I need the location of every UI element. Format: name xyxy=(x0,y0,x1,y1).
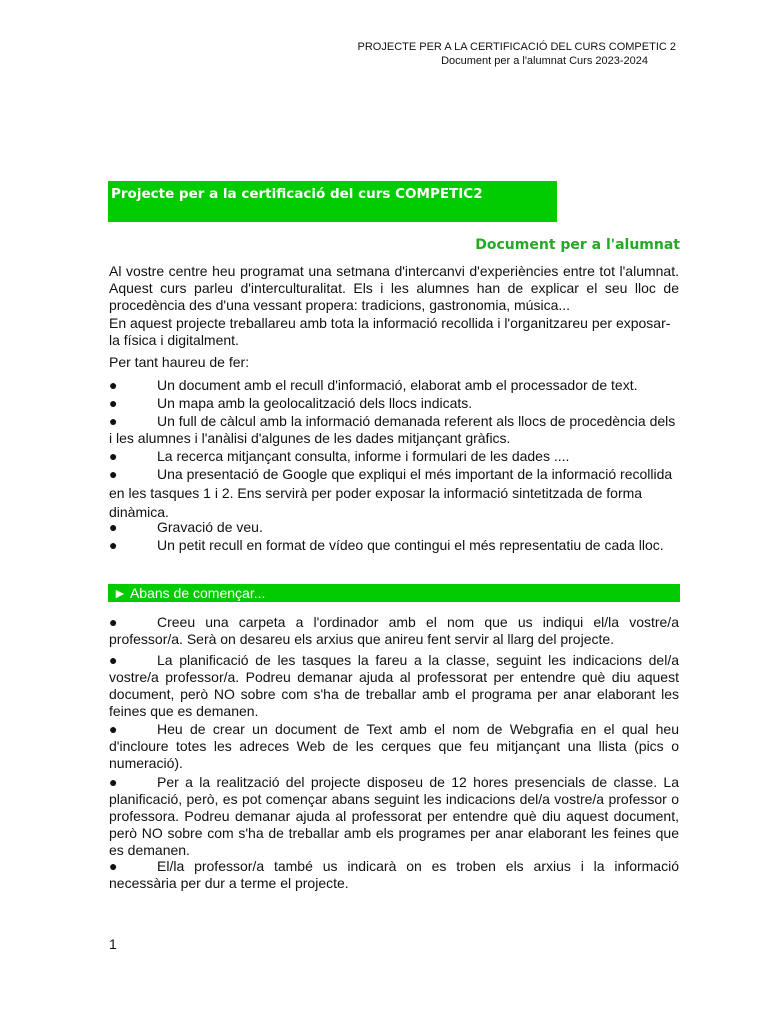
bullet-icon: ● xyxy=(109,614,118,630)
list-item xyxy=(109,377,679,394)
list-item xyxy=(109,537,679,554)
bullet-icon: ● xyxy=(109,377,118,393)
intro-paragraph-3: Per tant haureu de fer: xyxy=(109,354,250,370)
list-item xyxy=(109,614,679,648)
header-line-1: PROJECTE PER A LA CERTIFICACIÓ DEL CURS COMPETIC 2 xyxy=(357,41,676,53)
list-item-text: Creeu una carpeta a l'ordinador amb el nom que us indiqui el/la vostre/a professor/a. Serà on desareu els arxius que anireu fent servir al llarg del projecte. xyxy=(109,614,679,647)
bullet-icon: ● xyxy=(109,448,118,464)
list-item-text: La recerca mitjançant consulta, informe i formulari de les dades .... xyxy=(157,448,570,464)
list-item xyxy=(109,395,679,412)
list-item-text: Una presentació de Google que expliqui el més important de la informació recollida en les tasques 1 i 2. Ens servirà per poder exposar la informació sintetitzada de forma dinàmica. xyxy=(109,466,673,520)
list-item-text: Un mapa amb la geolocalització dels llocs indicats. xyxy=(157,395,473,411)
list-item xyxy=(109,858,679,892)
list-item xyxy=(109,448,679,465)
bullet-icon: ● xyxy=(109,519,118,535)
header-line-2: Document per a l'alumnat Curs 2023-2024 xyxy=(441,55,648,67)
bullet-icon: ● xyxy=(109,858,118,874)
bullet-icon: ● xyxy=(109,537,118,553)
list-item xyxy=(109,519,679,536)
list-item xyxy=(109,652,679,720)
list-item xyxy=(109,465,679,522)
section-heading-bar xyxy=(108,584,680,602)
bullet-icon: ● xyxy=(109,395,118,411)
title-banner xyxy=(108,181,557,222)
list-item-text: Gravació de veu. xyxy=(157,519,263,535)
list-item-text: Un full de càlcul amb la informació demanada referent als llocs de procedència dels i les alumnes i l'anàlisi d'algunes de les dades mitjançant gràfics. xyxy=(109,413,676,446)
intro-paragraph-2: En aquest projecte treballareu amb tota la informació recollida i l'organitzareu per exposar-la física i digitalment. xyxy=(109,315,671,348)
list-item-text: El/la professor/a també us indicarà on es troben els arxius i la informació necessària per dur a terme el projecte. xyxy=(109,858,679,891)
page-number: 1 xyxy=(109,936,117,952)
list-item-text: Un document amb el recull d'informació, elaborat amb el processador de text. xyxy=(157,377,638,393)
document-subtitle: Document per a l'alumnat xyxy=(475,237,680,253)
bullet-icon: ● xyxy=(109,413,118,429)
bullet-icon: ● xyxy=(109,466,118,482)
list-item-text: La planificació de les tasques la fareu a la classe, seguint les indicacions del/a vostre/a professor/a. Podreu demanar ajuda al professorat per entendre què diu aquest document, però NO sobre com s'ha de treballar amb el programa per anar elaborant les feines que es demanen. xyxy=(109,652,679,719)
list-item-text: Un petit recull en format de vídeo que contingui el més representatiu de cada lloc. xyxy=(157,537,664,553)
section-heading: ► Abans de començar... xyxy=(113,585,266,601)
document-title: Projecte per a la certificació del curs COMPETIC2 xyxy=(111,186,483,202)
list-item-text: Per a la realització del projecte disposeu de 12 hores presencials de classe. La planificació, però, es pot començar abans seguint les indicacions del/a vostre/a professor o professora. Podreu demanar ajuda al professorat per entendre què diu aquest document, però NO sobre com s'ha de treballar amb els programes per anar elaborant les feines que es demanen. xyxy=(109,774,679,858)
list-item xyxy=(109,774,679,859)
bullet-icon: ● xyxy=(109,774,118,790)
list-item xyxy=(109,413,679,447)
list-item-text: Heu de crear un document de Text amb el nom de Webgrafia en el qual heu d'incloure totes les adreces Web de les cerques que feu mitjançant una llista (pics o numeració). xyxy=(109,721,679,771)
bullet-icon: ● xyxy=(109,652,118,668)
bullet-icon: ● xyxy=(109,721,118,737)
page-header xyxy=(358,40,676,68)
list-item xyxy=(109,721,679,772)
intro-paragraph-1: Al vostre centre heu programat una setmana d'intercanvi d'experiències entre tot l'alumnat. Aquest curs parleu d'interculturalitat. Els i les alumnes han de explicar el seu lloc de procedència des d'una vessant propera: tradicions, gastronomia, música... xyxy=(109,263,679,313)
